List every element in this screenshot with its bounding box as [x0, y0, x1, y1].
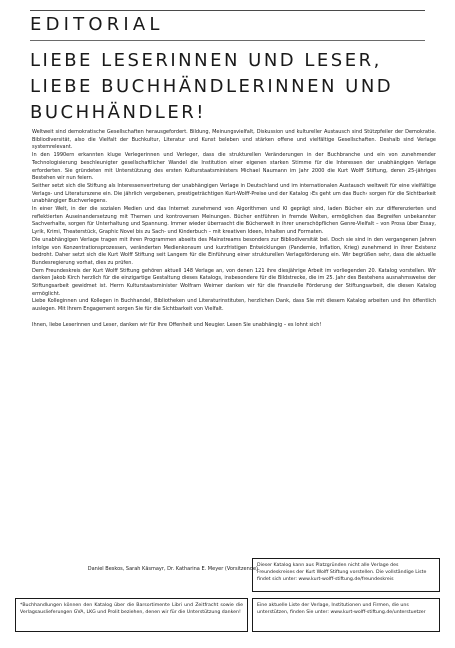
supporters-note-box — [252, 598, 440, 632]
top-rule — [30, 10, 425, 11]
body-paragraph: Dem Freundeskreis der Kurt Wolff Stiftung gehören aktuell 148 Verlage an, von denen 121 ihre diesjährige Arbeit im vorliegenden 20. Katalog vorstellen. Wir danken Jakob Kirch herzlich für die einzigartige Gestaltung dieses Katalogs, insbesondere für die Bildstrecke, die im 25. Jahr des Bestehens ausnahmsweise der Stiftungsarbeit gewidmet ist. Herrn Kulturstaatsminister Wolfram Weimer danken wir für die finanzielle Förderung der Stiftungsarbeit, die diesen Katalog ermöglicht. — [32, 267, 436, 297]
catalog-note-box — [252, 558, 440, 592]
signature: Daniel Beskos, Sarah Kāsmayr, Dr. Katharina E. Meyer (Vorsitzende) — [87, 566, 258, 572]
section-rule — [30, 40, 425, 41]
footnote: *Buchhandlungen können den Katalog über die Barsortimente Libri und Zeitfracht sowie die Verlagsauslieferungen GVA, LKG und Prolit beziehen, denen wir für die Unterstützung danken! — [20, 603, 243, 615]
catalog-note: Dieser Katalog kann aus Platzgründen nicht alle Verlage des Freundeskreises der Kurt Wolff Stiftung vorstellen. Die vollständige Liste findet sich unter: www.kurt-wolff-stiftung.de/freundeskreis — [257, 563, 427, 582]
editorial-body — [32, 129, 436, 329]
body-paragraph: Liebe Kolleginnen und Kollegen in Buchhandel, Bibliotheken und Literaturinstituten, herzlichen Dank, dass Sie mit diesem Katalog arbeiten und ihn öffentlich auslegen. Mit Ihrem Engagement sorgen Sie für die Sichtbarkeit von Vielfalt. — [32, 298, 436, 313]
signature-block — [32, 566, 258, 573]
supporters-note: Eine aktuelle Liste der Verlage, Institutionen und Firmen, die uns unterstützen, finden Sie unter: www.kurt-wolff-stiftung.de/unterstuetzer — [257, 603, 426, 615]
closing-paragraph: Ihnen, liebe Leserinnen und Leser, danken wir für Ihre Offenheit und Neugier. Lesen Sie unabhängig – es lohnt sich! — [32, 321, 322, 328]
body-paragraph: In einer Welt, in der die sozialen Medien und das Internet zunehmend von Algorithmen und KI geprägt sind, laden Bücher ein zur differenzierten und reflektierten Auseinandersetzung mit Themen und kontroversen Meinungen. Bücher entführen in fremde Welten, ermöglichen das Begreifen unbekannter Sachverhalte, sorgen für Unterhaltung und Spannung. Immer wieder überrascht die Bücherwelt in ihrer unerschöpflichen Genre-Vielfalt – von Prosa über Essay, Lyrik, Krimi, Theaterstück, Graphic Novel bis zu Sach- und Kinderbuch – mit kreativen Ideen, Inhalten und Formaten. — [32, 206, 436, 236]
body-paragraph: Die unabhängigen Verlage tragen mit ihren Programmen abseits des Mainstreams besonders zur Bibliodiversität bei. Doch sie sind in den vergangenen Jahren infolge von Konzentrationsprozessen, veränderten Medienkonsum und kurzfristigen Entwicklungen (Pandemie, Inflation, Krieg) zunehmend in ihrer Existenz bedroht. Daher setzt sich die Kurt Wolff Stiftung seit Langem für die Einführung einer strukturellen Verlagsförderung ein. Wir begrüßen sehr, dass die aktuelle Bundesregierung vorhat, dies zu prüfen. — [32, 236, 436, 266]
body-paragraph: In den 1990ern erkannten kluge Verlegerinnen und Verleger, dass die strukturellen Veränderungen in der Buchbranche und ein von zunehmender Technologisierung beschleunigter gesellschaftlicher Wandel die Institution einer eigenen starken Stimme für die Interessen der unabhängigen Verlage erforderten. Sie gründeten mit Unterstützung des ersten Kulturstaatsministers Michael Naumann im Jahr 2000 die Kurt Wolff Stiftung, deren 25-jähriges Bestehen wir nun feiern. — [32, 152, 436, 182]
headline-line-2: LIEBE BUCHHÄNDLERINNEN UND — [30, 76, 394, 97]
headline — [30, 48, 430, 126]
body-paragraph: Seither setzt sich die Stiftung als Interessenvertretung der unabhängigen Verlage in Deutschland und im internationalen Austausch weltweit für eine vielfältige Verlags- und Literaturszene ein. Die jährlich vergebenen, prestigeträchtigen Kurt-Wolff-Preise und der Katalog ›Es geht um das Buch‹ sorgen für die Sichtbarkeit unabhängiger Buchverlegens. — [32, 182, 436, 205]
headline-line-1: LIEBE LESERINNEN UND LESER, — [30, 50, 382, 71]
headline-line-3: BUCHHÄNDLER! — [30, 102, 206, 123]
section-label: EDITORIAL — [30, 14, 164, 35]
footnote-box — [15, 598, 248, 632]
body-paragraph: Weltweit sind demokratische Gesellschaften herausgefordert. Bildung, Meinungsvielfalt, Diskussion und kultureller Austausch sind Stützpfeiler der Demokratie. Bibliodiversität, also die Vielfalt der Buchkultur, Literatur und Kunst beleben und stärken offene und vielfältige Gesellschaften. Deshalb sind Verlage systemrelevant. — [32, 129, 436, 151]
